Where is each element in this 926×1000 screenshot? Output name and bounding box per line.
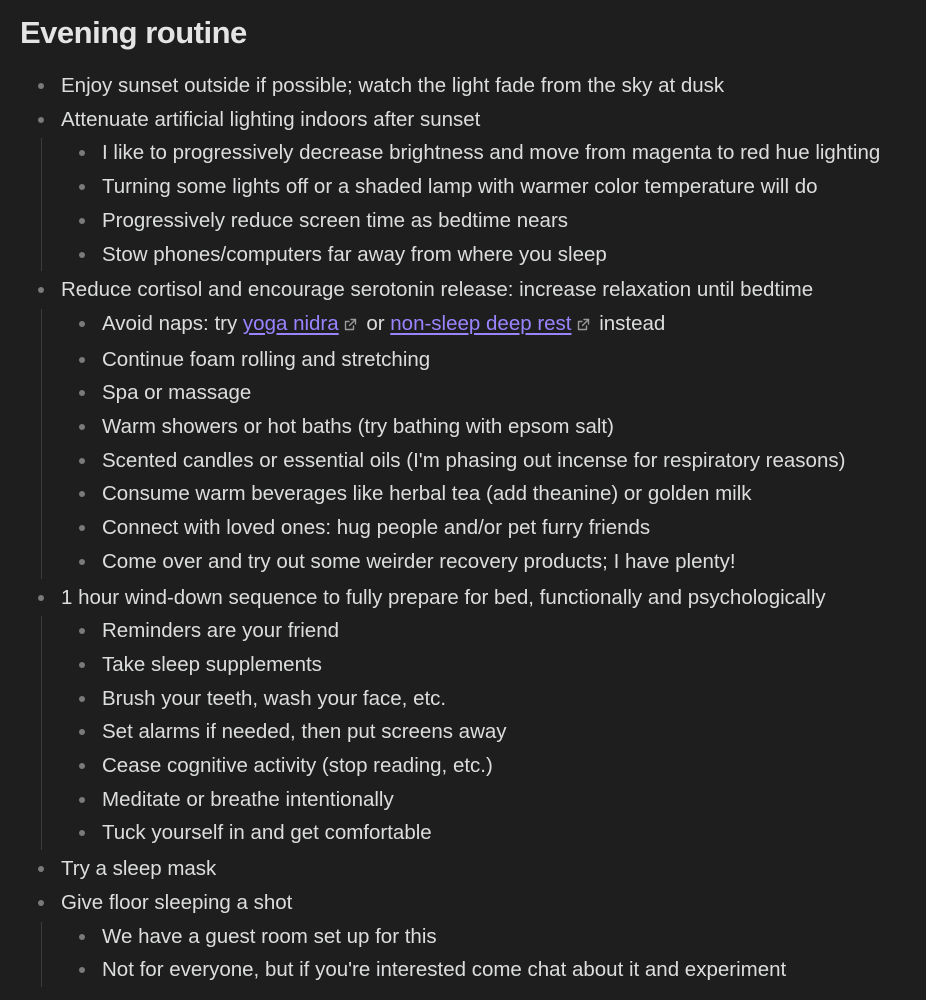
sub-list-item: Connect with loved ones: hug people and/or pet furry friends: [20, 511, 926, 545]
sub-list-item: Brush your teeth, wash your face, etc.: [20, 682, 926, 716]
sub-list-item: Spa or massage: [20, 376, 926, 410]
sub-list: [20, 920, 926, 989]
list-item: [20, 581, 926, 853]
sub-list-item: Not for everyone, but if you're interested come chat about it and experiment: [20, 953, 926, 987]
list-item-text: Reduce cortisol and encourage serotonin release: increase relaxation until bedtime: [20, 273, 926, 307]
external-link-icon: [343, 309, 358, 343]
sub-list-item: Come over and try out some weirder recovery products; I have plenty!: [20, 545, 926, 579]
sub-list: [20, 614, 926, 852]
sub-list-item: Continue foam rolling and stretching: [20, 343, 926, 377]
list-item-text: 1 hour wind-down sequence to fully prepare for bed, functionally and psychologically: [20, 581, 926, 615]
sub-list: [20, 307, 926, 581]
sub-list-item: Consume warm beverages like herbal tea (add theanine) or golden milk: [20, 477, 926, 511]
sub-list-item: Set alarms if needed, then put screens away: [20, 715, 926, 749]
external-link-icon: [576, 309, 591, 343]
yoga-nidra-link[interactable]: yoga nidra: [242, 311, 339, 335]
sub-list-item: Take sleep supplements: [20, 648, 926, 682]
sub-list-item: Cease cognitive activity (stop reading, etc.): [20, 749, 926, 783]
list-item: [20, 273, 926, 580]
list-item-text: Give floor sleeping a shot: [20, 886, 926, 920]
sub-list-item: Scented candles or essential oils (I'm phasing out incense for respiratory reasons): [20, 444, 926, 478]
sub-list-item: Tuck yourself in and get comfortable: [20, 816, 926, 850]
sub-list-item: Meditate or breathe intentionally: [20, 783, 926, 817]
sub-list-item-naps: [20, 307, 926, 343]
sub-list-item: Stow phones/computers far away from where you sleep: [20, 238, 926, 272]
list-item: [20, 886, 926, 989]
sub-list-item: We have a guest room set up for this: [20, 920, 926, 954]
sub-list-item: I like to progressively decrease brightness and move from magenta to red hue lighting: [20, 136, 926, 170]
sub-list: [20, 136, 926, 273]
list-item: [20, 852, 926, 886]
list-item: [20, 103, 926, 274]
sub-list-item: Reminders are your friend: [20, 614, 926, 648]
routine-list: [20, 69, 926, 989]
list-item-text: Attenuate artificial lighting indoors after sunset: [20, 103, 926, 137]
non-sleep-deep-rest-link[interactable]: non-sleep deep rest: [390, 311, 572, 335]
naps-middle: or: [360, 311, 391, 335]
page-title: Evening routine: [20, 15, 247, 50]
naps-suffix: instead: [593, 311, 666, 335]
sub-list-item: Turning some lights off or a shaded lamp with warmer color temperature will do: [20, 170, 926, 204]
list-item-text: Try a sleep mask: [20, 852, 926, 886]
sub-list-item: Progressively reduce screen time as bedtime nears: [20, 204, 926, 238]
sub-list-item: Warm showers or hot baths (try bathing with epsom salt): [20, 410, 926, 444]
list-item-text: Enjoy sunset outside if possible; watch the light fade from the sky at dusk: [20, 69, 926, 103]
naps-prefix: Avoid naps: try: [102, 311, 243, 335]
list-item: [20, 69, 926, 103]
